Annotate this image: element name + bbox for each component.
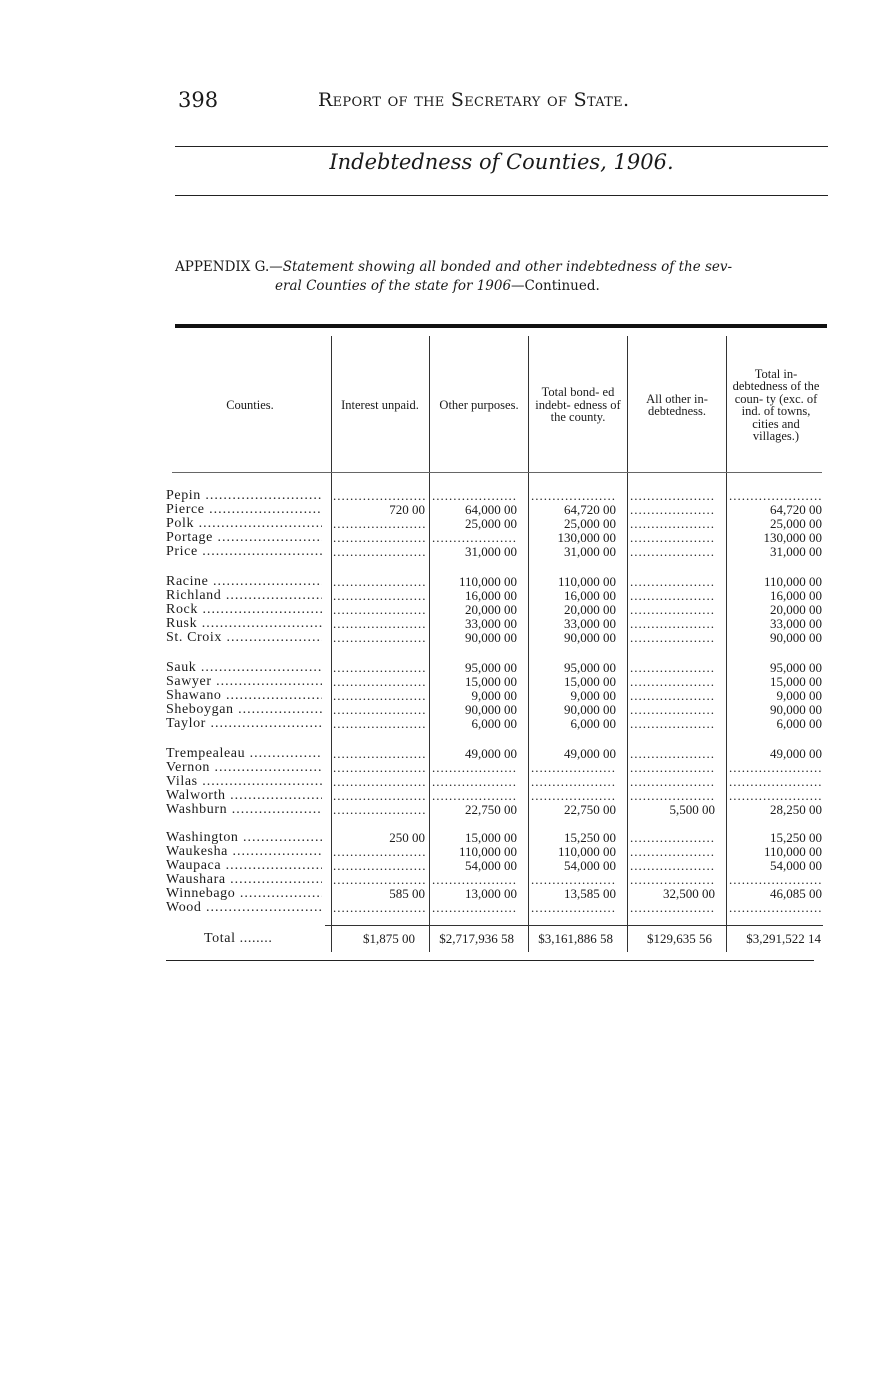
cell-other <box>432 760 517 774</box>
cell-bonded <box>531 774 616 788</box>
county-name: Racine ..... <box>166 574 322 590</box>
cell-bonded: 16,000 00 <box>564 588 616 603</box>
cell-bonded <box>531 872 616 886</box>
cell-total: 16,000 00 <box>770 588 822 603</box>
cell-bonded: 54,000 00 <box>564 858 616 873</box>
county-name: Washburn ..... <box>166 802 322 818</box>
running-title: Report of the Secretary of State. <box>318 89 630 111</box>
table-top-rule <box>175 324 827 328</box>
cell-other <box>432 530 517 544</box>
appendix-label: APPENDIX G.— <box>175 259 283 275</box>
cell-other: 90,000 00 <box>465 630 517 645</box>
cell-other: 9,000 00 <box>471 688 517 703</box>
cell-interest <box>333 844 425 858</box>
cell-interest <box>333 858 425 872</box>
cell-all-other: 5,500 00 <box>669 802 715 817</box>
total-row <box>166 931 836 947</box>
cell-total: 15,000 00 <box>770 674 822 689</box>
cell-interest <box>333 588 425 602</box>
county-name: Rusk ..... <box>166 616 322 632</box>
cell-interest <box>333 530 425 544</box>
total-top-rule <box>325 925 823 926</box>
county-name: Winnebago ..... <box>166 886 322 902</box>
cell-all-other <box>630 616 715 630</box>
header-bonded: Total bond- ed indebt- edness of the county. <box>535 385 621 425</box>
table-row <box>166 858 836 872</box>
table-row <box>166 746 836 760</box>
cell-other: 64,000 00 <box>465 502 517 517</box>
cell-all-other <box>630 760 715 774</box>
cell-interest <box>333 544 425 558</box>
cell-bonded: 13,585 00 <box>564 886 616 901</box>
table-row <box>166 716 836 730</box>
cell-interest <box>333 674 425 688</box>
county-name: Wood ..... <box>166 900 322 916</box>
cell-total: 25,000 00 <box>770 516 822 531</box>
page-number: 398 <box>178 88 219 112</box>
appendix-continued: —Continued. <box>511 278 600 294</box>
cell-all-other <box>630 544 715 558</box>
total-bonded: $3,161,886 58 <box>538 931 613 946</box>
cell-bonded: 130,000 00 <box>557 530 616 545</box>
county-name: Waushara ..... <box>166 872 322 888</box>
section-title: Indebtedness of Counties, 1906. <box>329 150 674 174</box>
county-name: Polk ..... <box>166 516 322 532</box>
cell-total <box>729 488 822 502</box>
cell-total: 33,000 00 <box>770 616 822 631</box>
cell-bonded: 64,720 00 <box>564 502 616 517</box>
total-total: $3,291,522 14 <box>746 931 821 946</box>
cell-total <box>729 872 822 886</box>
cell-other: 6,000 00 <box>471 716 517 731</box>
county-name: Waukesha ..... <box>166 844 322 860</box>
table-row <box>166 844 836 858</box>
top-rule <box>175 146 828 147</box>
cell-other: 13,000 00 <box>465 886 517 901</box>
table-row <box>166 674 836 688</box>
cell-interest: 720 00 <box>389 502 425 517</box>
cell-other <box>432 774 517 788</box>
cell-bonded: 15,250 00 <box>564 830 616 845</box>
total-label: Total ..... <box>204 931 272 947</box>
cell-all-other <box>630 602 715 616</box>
county-name: Washington ..... <box>166 830 322 846</box>
total-all-other: $129,635 56 <box>647 931 712 946</box>
cell-interest <box>333 746 425 760</box>
cell-total: 110,000 00 <box>763 574 822 589</box>
cell-interest <box>333 630 425 644</box>
table-bottom-rule <box>166 960 814 961</box>
cell-other <box>432 488 517 502</box>
table-row <box>166 788 836 802</box>
cell-all-other <box>630 516 715 530</box>
cell-other: 54,000 00 <box>465 858 517 873</box>
table-row <box>166 802 836 816</box>
table-row <box>166 660 836 674</box>
appendix-statement-line2: eral Counties of the state for 1906 <box>275 278 512 294</box>
county-name: Richland ..... <box>166 588 322 604</box>
county-name: Waupaca ..... <box>166 858 322 874</box>
cell-interest <box>333 660 425 674</box>
cell-all-other <box>630 844 715 858</box>
cell-other: 95,000 00 <box>465 660 517 675</box>
cell-total: 20,000 00 <box>770 602 822 617</box>
cell-interest <box>333 702 425 716</box>
cell-other: 22,750 00 <box>465 802 517 817</box>
appendix-statement-line1: Statement showing all bonded and other indebtedness of the sev- <box>282 259 733 275</box>
cell-all-other <box>630 858 715 872</box>
cell-other: 49,000 00 <box>465 746 517 761</box>
cell-other: 25,000 00 <box>465 516 517 531</box>
cell-total <box>729 774 822 788</box>
cell-total: 9,000 00 <box>776 688 822 703</box>
county-name: Taylor ..... <box>166 716 322 732</box>
cell-all-other <box>630 774 715 788</box>
county-name: Shawano ..... <box>166 688 322 704</box>
county-name: Vilas ..... <box>166 774 322 790</box>
cell-bonded: 31,000 00 <box>564 544 616 559</box>
table-row <box>166 516 836 530</box>
cell-interest <box>333 872 425 886</box>
table-row <box>166 688 836 702</box>
cell-bonded: 25,000 00 <box>564 516 616 531</box>
cell-interest <box>333 616 425 630</box>
cell-bonded: 90,000 00 <box>564 630 616 645</box>
table-row <box>166 544 836 558</box>
header-interest: Interest unpaid. <box>341 397 419 412</box>
cell-total: 28,250 00 <box>770 802 822 817</box>
county-name: Pepin ..... <box>166 488 322 504</box>
cell-bonded: 110,000 00 <box>557 574 616 589</box>
cell-all-other: 32,500 00 <box>663 886 715 901</box>
county-name: Sauk ..... <box>166 660 322 676</box>
cell-total: 64,720 00 <box>770 502 822 517</box>
cell-total <box>729 900 822 914</box>
cell-interest <box>333 760 425 774</box>
section-rule <box>175 195 828 196</box>
table-row <box>166 774 836 788</box>
cell-other: 110,000 00 <box>458 574 517 589</box>
header-bottom-rule <box>172 472 822 473</box>
cell-bonded: 49,000 00 <box>564 746 616 761</box>
cell-other: 90,000 00 <box>465 702 517 717</box>
total-other: $2,717,936 58 <box>439 931 514 946</box>
cell-all-other <box>630 488 715 502</box>
cell-interest <box>333 788 425 802</box>
cell-interest <box>333 716 425 730</box>
cell-bonded: 20,000 00 <box>564 602 616 617</box>
header-counties: Counties. <box>226 397 274 412</box>
cell-bonded: 6,000 00 <box>570 716 616 731</box>
county-name: St. Croix ..... <box>166 630 322 646</box>
county-name: Sawyer ..... <box>166 674 322 690</box>
cell-bonded: 22,750 00 <box>564 802 616 817</box>
cell-all-other <box>630 900 715 914</box>
cell-total: 90,000 00 <box>770 630 822 645</box>
table-row <box>166 530 836 544</box>
cell-bonded <box>531 788 616 802</box>
cell-all-other <box>630 746 715 760</box>
cell-other: 15,000 00 <box>465 830 517 845</box>
cell-other: 20,000 00 <box>465 602 517 617</box>
cell-interest <box>333 602 425 616</box>
table-row <box>166 760 836 774</box>
table-row <box>166 702 836 716</box>
cell-interest <box>333 802 425 816</box>
cell-bonded: 90,000 00 <box>564 702 616 717</box>
cell-bonded: 33,000 00 <box>564 616 616 631</box>
cell-total: 90,000 00 <box>770 702 822 717</box>
cell-interest <box>333 488 425 502</box>
cell-other: 16,000 00 <box>465 588 517 603</box>
cell-all-other <box>630 660 715 674</box>
cell-all-other <box>630 674 715 688</box>
cell-other <box>432 900 517 914</box>
cell-total: 54,000 00 <box>770 858 822 873</box>
cell-all-other <box>630 716 715 730</box>
cell-total <box>729 788 822 802</box>
table-row <box>166 830 836 844</box>
cell-total: 6,000 00 <box>776 716 822 731</box>
cell-interest <box>333 688 425 702</box>
table-row <box>166 574 836 588</box>
cell-all-other <box>630 872 715 886</box>
cell-all-other <box>630 588 715 602</box>
table-row <box>166 886 836 900</box>
cell-bonded <box>531 760 616 774</box>
cell-all-other <box>630 574 715 588</box>
table-row <box>166 488 836 502</box>
table-row <box>166 872 836 886</box>
cell-total: 130,000 00 <box>763 530 822 545</box>
header-total: Total in- debtedness of the coun- ty (exc. of ind. of towns, cities and villages.) <box>732 366 820 443</box>
cell-bonded: 9,000 00 <box>570 688 616 703</box>
cell-bonded: 15,000 00 <box>564 674 616 689</box>
table-row <box>166 900 836 914</box>
cell-interest <box>333 574 425 588</box>
cell-other <box>432 872 517 886</box>
cell-all-other <box>630 630 715 644</box>
cell-total <box>729 760 822 774</box>
cell-all-other <box>630 788 715 802</box>
cell-other: 110,000 00 <box>458 844 517 859</box>
cell-other: 31,000 00 <box>465 544 517 559</box>
appendix-caption <box>175 258 835 296</box>
county-name: Walworth ..... <box>166 788 322 804</box>
cell-all-other <box>630 702 715 716</box>
table-row <box>166 630 836 644</box>
cell-interest: 585 00 <box>389 886 425 901</box>
county-name: Trempealeau ..... <box>166 746 322 762</box>
cell-interest <box>333 774 425 788</box>
cell-bonded: 95,000 00 <box>564 660 616 675</box>
header-other: Other purposes. <box>439 397 519 412</box>
table-row <box>166 502 836 516</box>
header-all-other: All other in- debtedness. <box>646 391 708 418</box>
county-name: Price ..... <box>166 544 322 560</box>
cell-all-other <box>630 688 715 702</box>
county-name: Portage ..... <box>166 530 322 546</box>
cell-total: 46,085 00 <box>770 886 822 901</box>
cell-interest: 250 00 <box>389 830 425 845</box>
cell-all-other <box>630 502 715 516</box>
cell-interest <box>333 900 425 914</box>
table-row <box>166 588 836 602</box>
table-row <box>166 616 836 630</box>
cell-total: 95,000 00 <box>770 660 822 675</box>
cell-other: 15,000 00 <box>465 674 517 689</box>
cell-all-other <box>630 830 715 844</box>
cell-interest <box>333 516 425 530</box>
cell-total: 110,000 00 <box>763 844 822 859</box>
cell-total: 15,250 00 <box>770 830 822 845</box>
cell-total: 49,000 00 <box>770 746 822 761</box>
cell-other <box>432 788 517 802</box>
total-interest: $1,875 00 <box>363 931 415 946</box>
county-name: Vernon ..... <box>166 760 322 776</box>
county-name: Sheboygan ..... <box>166 702 322 718</box>
table-row <box>166 602 836 616</box>
cell-total: 31,000 00 <box>770 544 822 559</box>
cell-bonded <box>531 900 616 914</box>
county-name: Rock ..... <box>166 602 322 618</box>
cell-other: 33,000 00 <box>465 616 517 631</box>
cell-all-other <box>630 530 715 544</box>
cell-bonded <box>531 488 616 502</box>
county-name: Pierce ..... <box>166 502 322 518</box>
cell-bonded: 110,000 00 <box>557 844 616 859</box>
